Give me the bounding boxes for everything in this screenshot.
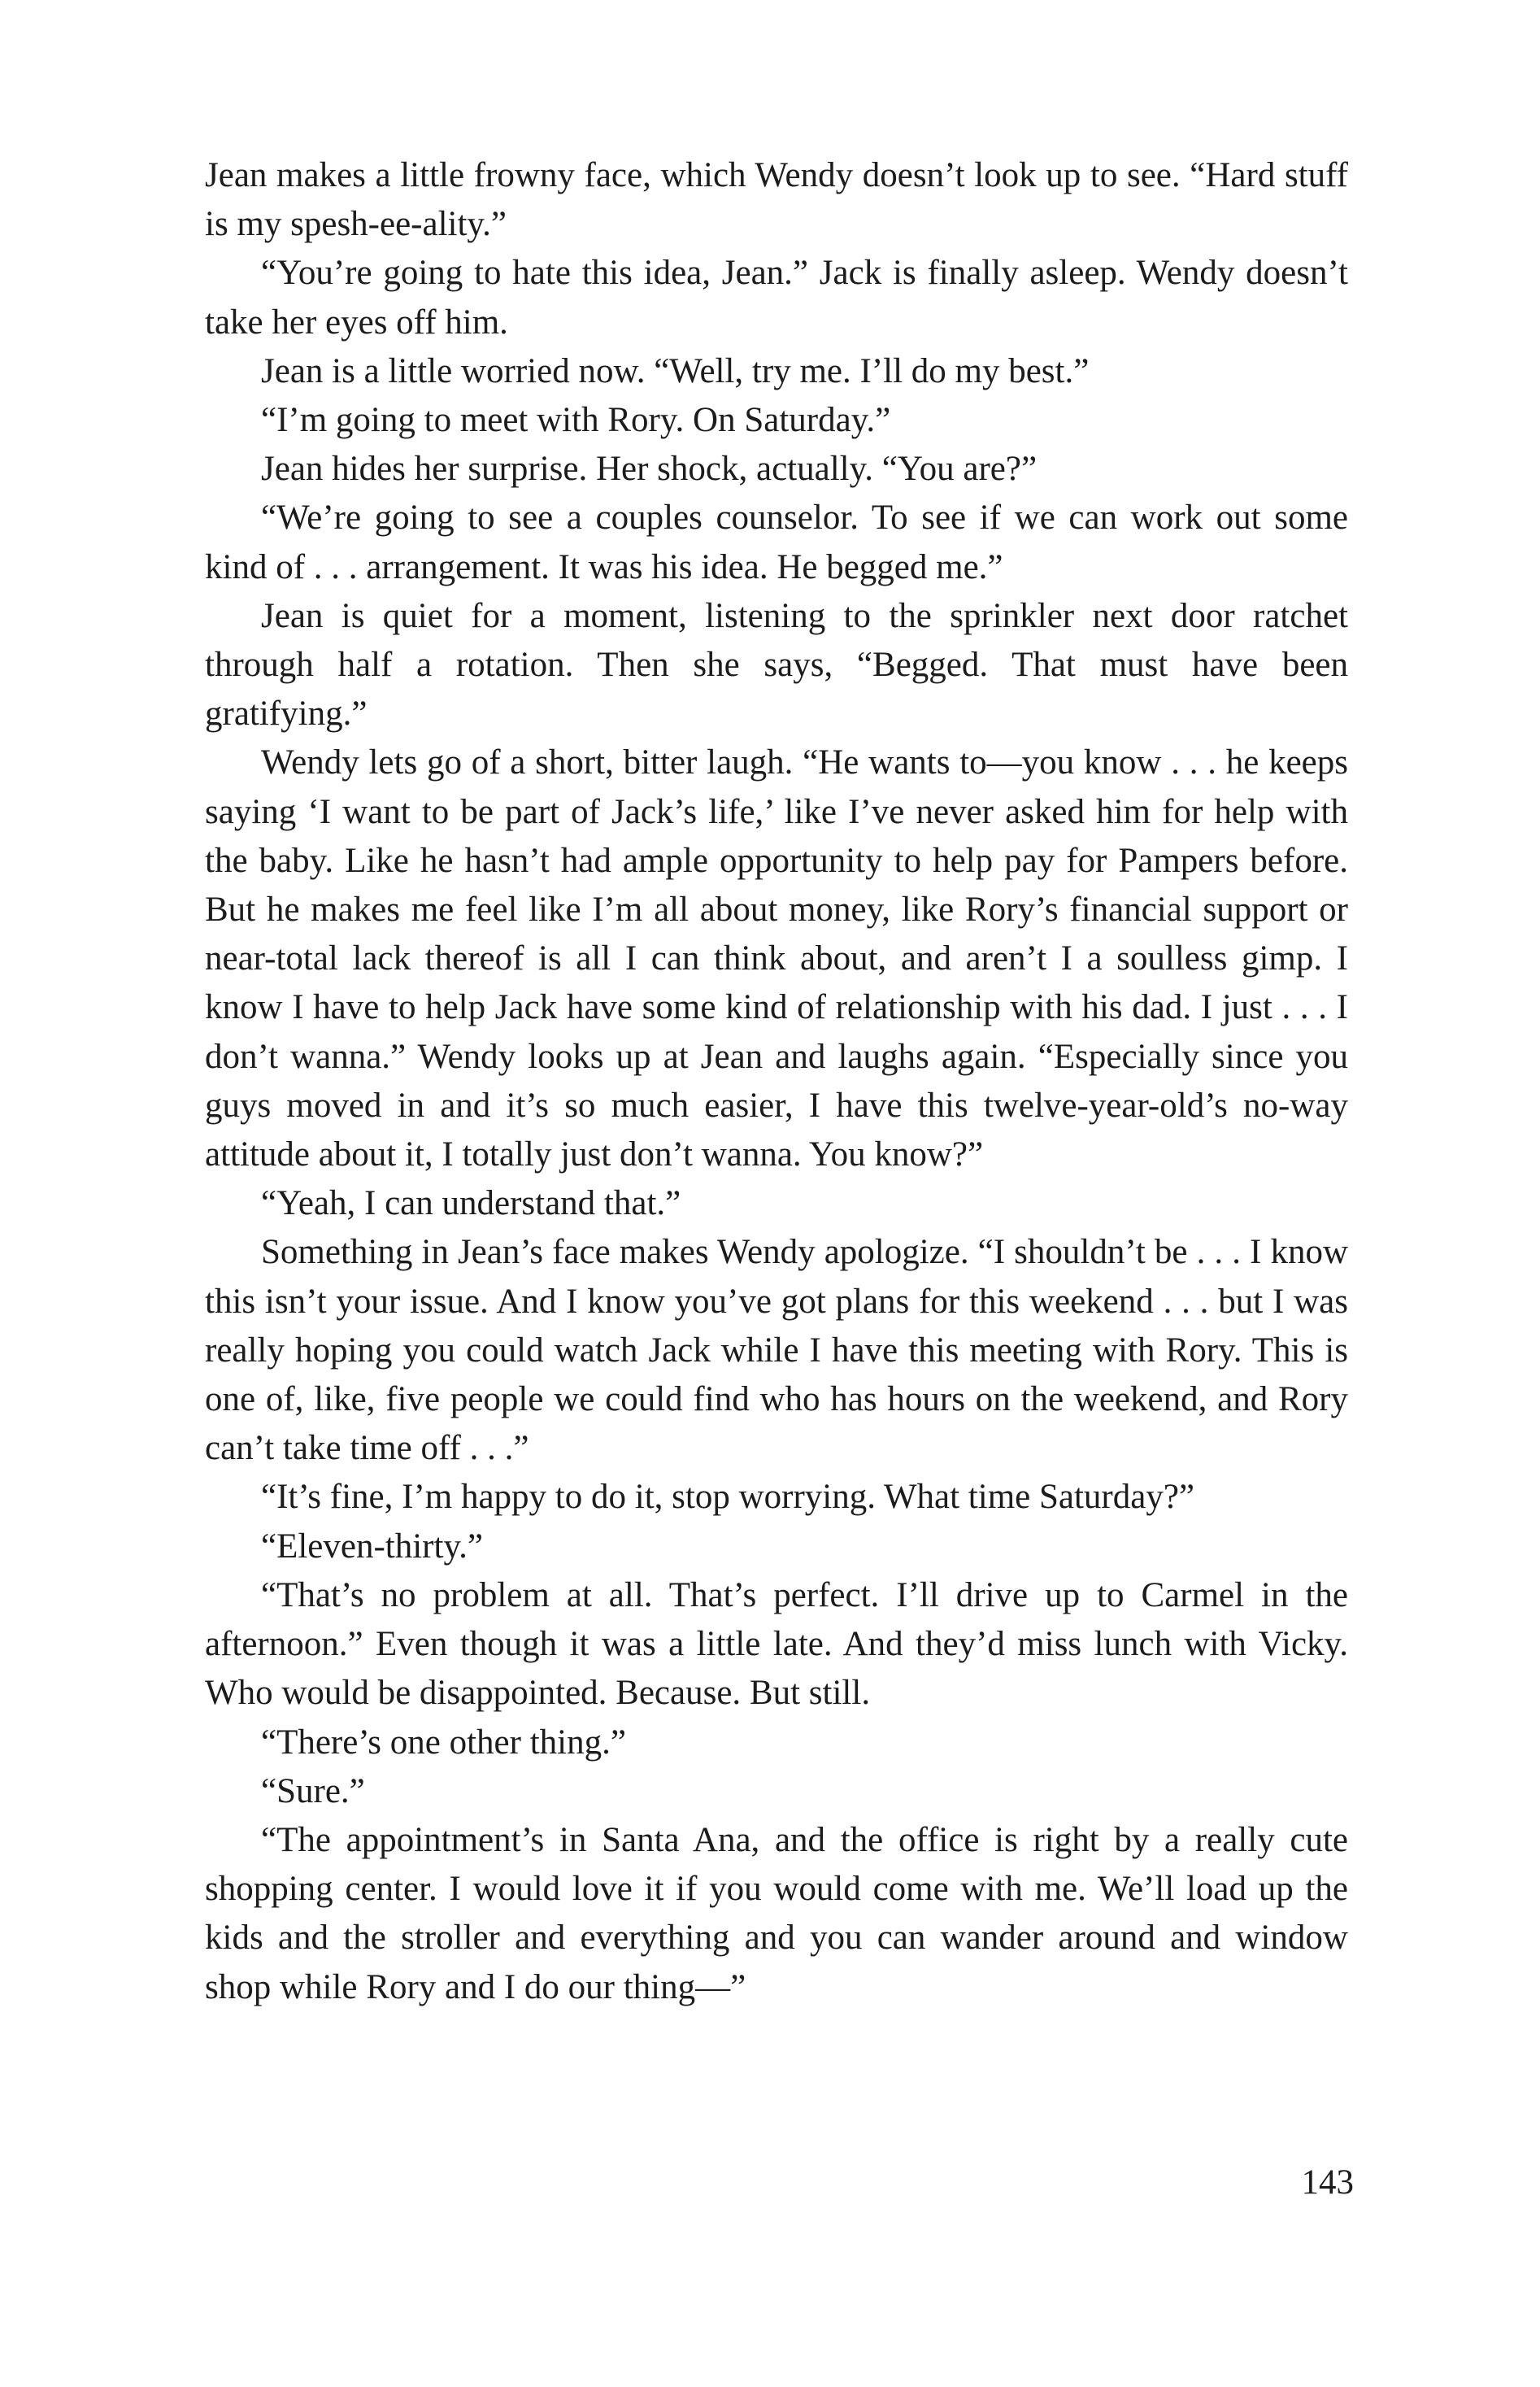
paragraph: Jean hides her surprise. Her shock, actually. “You are?” xyxy=(261,450,1038,489)
paragraph: Jean is quiet for a moment, listening to the sprinkler next door ratchet through half a rotation. Then she says, “Begged. That must have been gratifying.” xyxy=(205,596,1348,734)
paragraph: Jean makes a little frowny face, which Wendy doesn’t look up to see. “Hard stuff is my spesh-ee-ality.” xyxy=(205,156,1348,244)
paragraph: Something in Jean’s face makes Wendy apologize. “I shouldn’t be . . . I know this isn’t your issue. And I know you’ve got plans for this weekend . . . but I was really hoping you could watch Jack while I have this meeting with Rory. This is one of, like, five people we could find who has hours on the weekend, and Rory can’t take time off . . .” xyxy=(205,1233,1348,1468)
paragraph: “I’m going to meet with Rory. On Saturday.” xyxy=(261,401,891,440)
paragraph: “You’re going to hate this idea, Jean.” Jack is finally asleep. Wendy doesn’t take her eyes off him. xyxy=(205,254,1348,342)
paragraph: “Eleven-thirty.” xyxy=(261,1527,483,1566)
paragraph: “Sure.” xyxy=(261,1771,365,1810)
page-number: 143 xyxy=(1301,2163,1354,2202)
paragraph: Jean is a little worried now. “Well, try me. I’ll do my best.” xyxy=(261,351,1090,390)
paragraph: “The appointment’s in Santa Ana, and the office is right by a really cute shopping center. I would love it if you would come with me. We’ll load up the kids and the stroller and everything and you can wander around and window shop while Rory and I do our thing—” xyxy=(205,1820,1348,2006)
paragraph: “That’s no problem at all. That’s perfect. I’ll drive up to Carmel in the afternoon.” Even though it was a little late. And they’d miss lunch with Vicky. Who would be disappointed. Because. But still. xyxy=(205,1575,1348,1713)
body-text xyxy=(205,151,1348,2012)
paragraph: “Yeah, I can understand that.” xyxy=(261,1184,681,1223)
paragraph: “It’s fine, I’m happy to do it, stop worrying. What time Saturday?” xyxy=(261,1478,1195,1517)
paragraph: “We’re going to see a couples counselor. To see if we can work out some kind of . . . arrangement. It was his idea. He begged me.” xyxy=(205,499,1348,586)
paragraph: “There’s one other thing.” xyxy=(261,1723,626,1762)
book-page xyxy=(205,151,1348,2012)
paragraph: Wendy lets go of a short, bitter laugh. “He wants to—you know . . . he keeps saying ‘I want to be part of Jack’s life,’ like I’ve never asked him for help with the baby. Like he hasn’t had ample opportunity to help pay for Pampers before. But he makes me feel like I’m all about money, like Rory’s financial support or near-total lack thereof is all I can think about, and aren’t I a soulless gimp. I know I have to help Jack have some kind of relationship with his dad. I just . . . I don’t wanna.” Wendy looks up at Jean and laughs again. “Especially since you guys moved in and it’s so much easier, I have this twelve-year-old’s no-way attitude about it, I totally just don’t wanna. You know?” xyxy=(205,743,1348,1174)
